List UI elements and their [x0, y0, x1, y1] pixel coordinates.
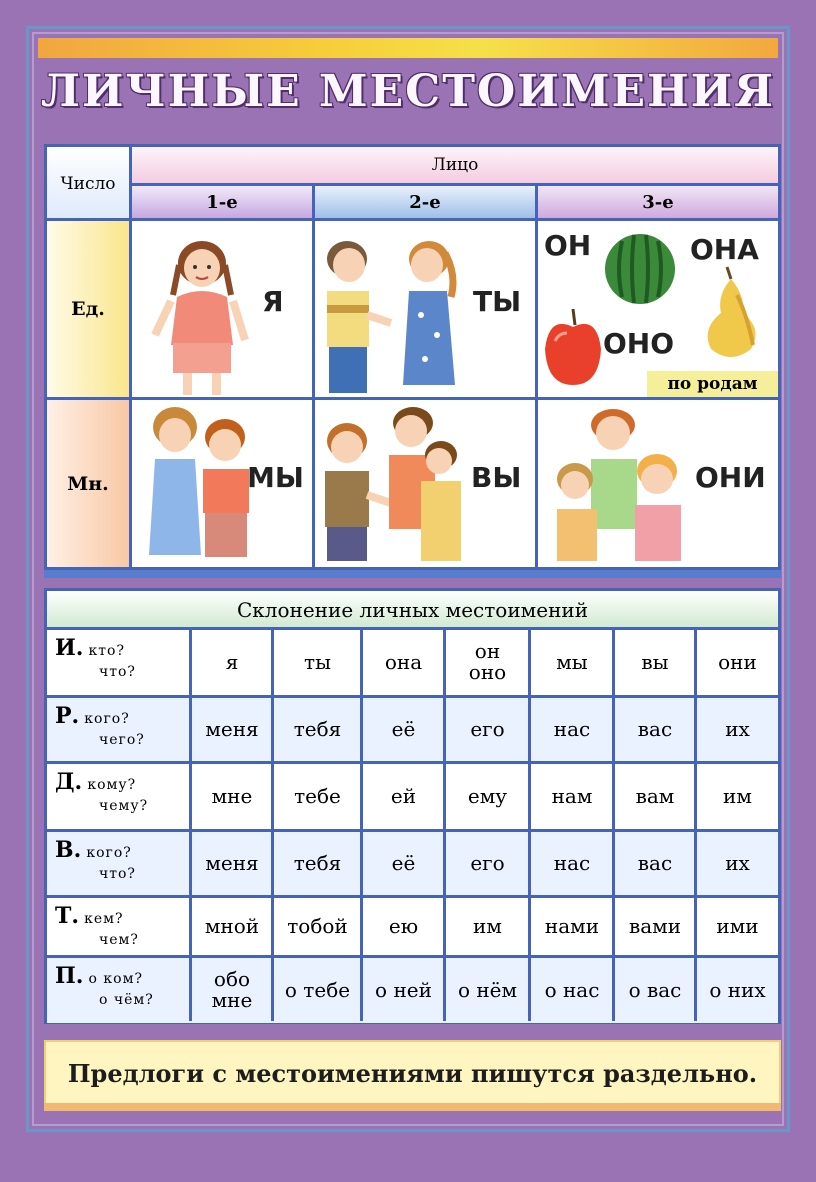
girl-illustration — [147, 235, 257, 397]
pronoun-form: нас — [553, 850, 591, 875]
pronoun-form: о вас — [628, 977, 682, 1002]
pronoun-form: их — [725, 716, 750, 741]
page-title: ЛИЧНЫЕ МЕСТОИМЕНИЯ — [40, 66, 776, 117]
grid-line — [129, 183, 778, 186]
singular-label: Ед. — [47, 221, 129, 397]
pear-illustration — [697, 265, 765, 361]
pronoun-ono: ОНО — [603, 327, 675, 360]
pronoun-form: его — [470, 716, 505, 741]
case-letter: В. — [55, 837, 82, 863]
three-children-illustration — [317, 405, 467, 565]
pronoun-form: ею — [388, 913, 419, 938]
pronoun-form: она — [384, 649, 423, 674]
pronoun-form: они — [718, 649, 757, 674]
pronoun-form: о ней — [375, 977, 432, 1002]
case-question: чему? — [99, 798, 149, 814]
person-2-header: 2-е — [315, 186, 535, 218]
case-letter: Д. — [55, 769, 83, 795]
pronoun-vy: ВЫ — [471, 461, 522, 494]
grid-line — [443, 627, 446, 1021]
pronoun-oni: ОНИ — [695, 461, 766, 494]
boy-girl-illustration — [317, 235, 477, 397]
pronoun-form: нами — [544, 913, 600, 938]
rule-note: Предлоги с местоимениями пишутся раздельно. — [44, 1040, 781, 1106]
pronoun-form: его — [470, 850, 505, 875]
watermelon-illustration — [602, 231, 678, 307]
grid-line — [129, 147, 132, 567]
pronoun-form: их — [725, 850, 750, 875]
case-question: кому? — [87, 777, 137, 793]
case-letter: И. — [55, 635, 84, 661]
number-header: Число — [47, 147, 129, 221]
grid-line — [312, 183, 315, 567]
pronoun-form: ты — [304, 649, 331, 674]
pronoun-form: ими — [716, 913, 759, 938]
plural-label: Мн. — [47, 400, 129, 567]
pronoun-ona: ОНА — [690, 233, 759, 266]
case-question: что? — [99, 664, 136, 680]
pronoun-ty: ТЫ — [473, 285, 522, 318]
case-label — [47, 635, 192, 695]
pronoun-form: вы — [641, 649, 669, 674]
pronoun-ya: Я — [262, 285, 284, 318]
person-3-header: 3-е — [538, 186, 778, 218]
three-kids-group-illustration — [545, 405, 695, 565]
case-question: что? — [99, 866, 136, 882]
person-1-header: 1-е — [132, 186, 312, 218]
case-letter: Т. — [55, 903, 80, 929]
pronoun-form: нам — [551, 783, 593, 808]
pronoun-form: обо мне — [211, 967, 253, 1012]
pronoun-form: ей — [390, 783, 417, 808]
pronoun-form: о тебе — [284, 977, 351, 1002]
case-label — [47, 837, 192, 895]
pronoun-form: мы — [556, 649, 588, 674]
pronoun-form: о нас — [544, 977, 600, 1002]
person-table — [44, 144, 781, 570]
grid-line — [47, 218, 778, 221]
case-label — [47, 903, 192, 955]
grid-line — [271, 627, 274, 1021]
pronoun-form: ему — [467, 783, 508, 808]
case-question: кто? — [88, 643, 125, 659]
top-stripe — [38, 38, 778, 58]
note-underline — [44, 1103, 781, 1111]
pronoun-form: о них — [709, 977, 766, 1002]
apple-illustration — [541, 305, 605, 389]
case-question: о ком? — [88, 971, 143, 987]
pronoun-form: им — [723, 783, 752, 808]
case-label — [47, 769, 192, 829]
grid-line — [528, 627, 531, 1021]
pronoun-form: вас — [637, 850, 673, 875]
pronoun-form: тебе — [294, 783, 341, 808]
two-girls-illustration — [137, 405, 257, 565]
grid-line — [360, 627, 363, 1021]
pronoun-form: меня — [205, 716, 259, 741]
pronoun-form: вам — [635, 783, 675, 808]
pronoun-form: тебя — [293, 850, 342, 875]
case-letter: Р. — [55, 703, 80, 729]
pronoun-form: вас — [637, 716, 673, 741]
case-question: кого? — [86, 845, 132, 861]
grid-line — [694, 627, 697, 1021]
pronoun-on: ОН — [544, 229, 592, 262]
pronoun-form: нас — [553, 716, 591, 741]
pronoun-form: её — [391, 850, 416, 875]
grid-line — [535, 183, 538, 567]
pronoun-form: её — [391, 716, 416, 741]
gender-note: по родам — [647, 371, 778, 397]
pronoun-form: мной — [204, 913, 260, 938]
case-question: кем? — [84, 911, 124, 927]
table-underline — [44, 570, 781, 578]
declension-table — [44, 588, 781, 1024]
case-question: кого? — [84, 711, 130, 727]
pronoun-my: МЫ — [247, 461, 304, 494]
pronoun-form: о нём — [457, 977, 518, 1002]
declension-title: Склонение личных местоимений — [47, 591, 778, 629]
case-label — [47, 703, 192, 761]
pronoun-form: мне — [211, 783, 253, 808]
grid-line — [47, 397, 778, 400]
case-label — [47, 963, 192, 1023]
person-header: Лицо — [132, 147, 778, 183]
case-question: чего? — [99, 732, 145, 748]
case-letter: П. — [55, 963, 84, 989]
pronoun-form: я — [225, 649, 239, 674]
pronoun-form: он оно — [468, 639, 507, 684]
pronoun-form: меня — [205, 850, 259, 875]
grid-line — [189, 627, 192, 1021]
case-question: о чём? — [99, 992, 154, 1008]
pronoun-form: тобой — [287, 913, 348, 938]
pronoun-form: им — [473, 913, 502, 938]
pronoun-form: тебя — [293, 716, 342, 741]
grid-line — [612, 627, 615, 1021]
case-question: чем? — [99, 932, 139, 948]
pronoun-form: вами — [628, 913, 682, 938]
